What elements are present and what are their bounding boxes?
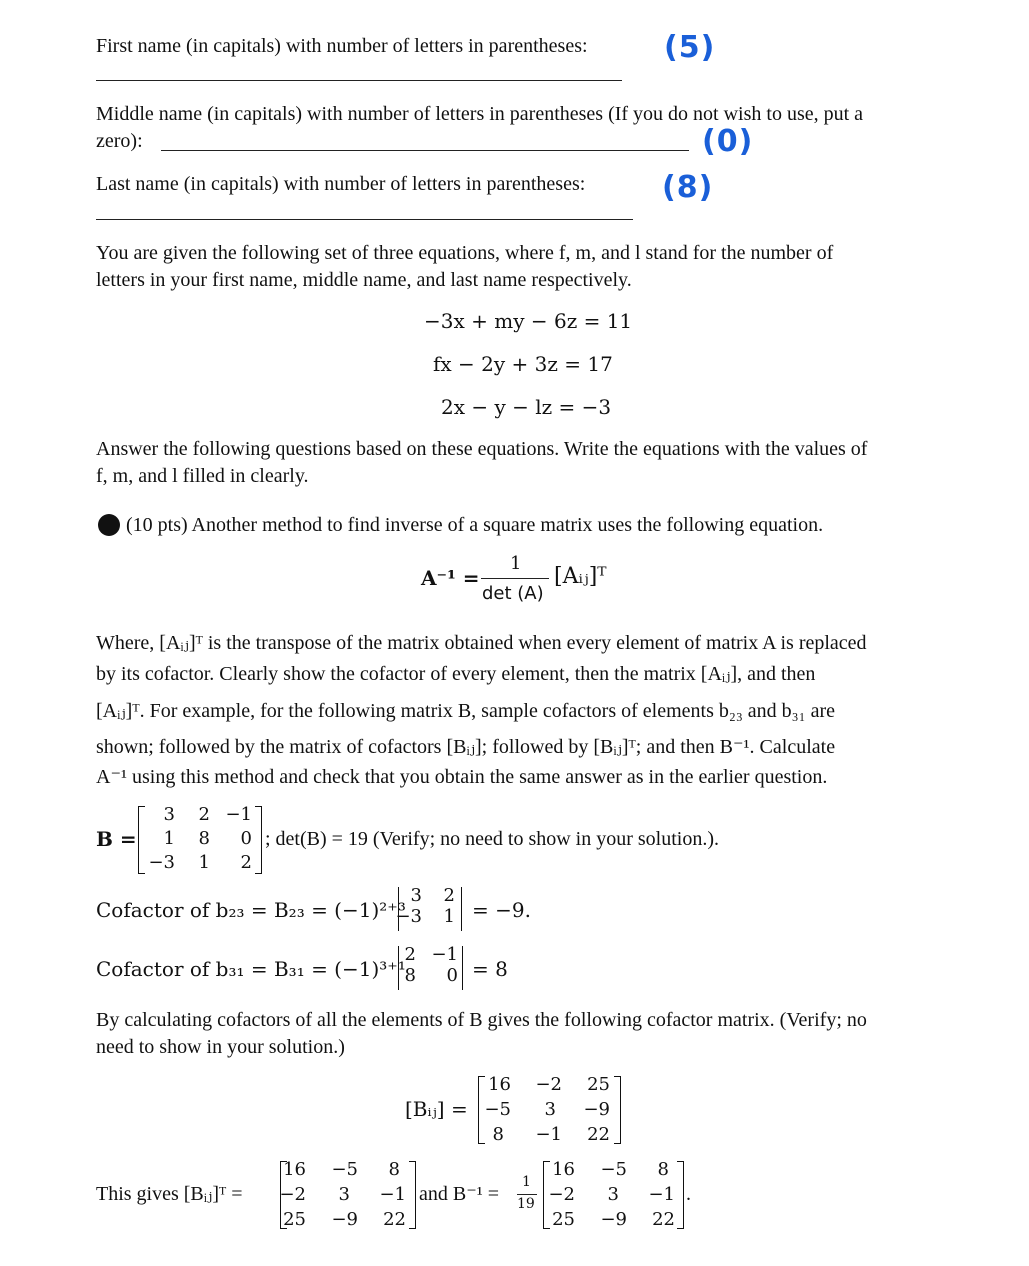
first-name-line: [96, 80, 622, 81]
middle-name-prompt-cont: zero):: [96, 130, 143, 152]
matrix-cell: −2: [279, 1184, 306, 1205]
equation-3: 2x − y − lz = −3: [441, 395, 612, 419]
matrix-cell: 3: [338, 1184, 350, 1205]
paragraph-line-3: [Aᵢⱼ]ᵀ. For example, for the following matrix B, sample cofactors of elements b₂₃ and b₃₁ are: [96, 700, 836, 722]
matrix-cell: 16: [283, 1159, 306, 1180]
matrix-cell: −9: [583, 1099, 610, 1120]
last-name-handwritten-answer: (8): [662, 170, 714, 205]
det-bar-right: [462, 946, 463, 990]
question-lead: (10 pts) Another method to find inverse of a square matrix uses the following equation.: [126, 514, 824, 536]
equation-2: fx − 2y + 3z = 17: [433, 352, 613, 376]
matrix-cell: −5: [484, 1099, 511, 1120]
matrix-cell: 16: [552, 1159, 575, 1180]
matrix-cell: 22: [587, 1124, 610, 1145]
paragraph-line-5: A⁻¹ using this method and check that you obtain the same answer as in the earlier question.: [96, 766, 828, 788]
matrix-cell: −5: [331, 1159, 358, 1180]
matrix-cell: 25: [552, 1209, 575, 1230]
equation-1: −3x + my − 6z = 11: [424, 309, 633, 333]
matrix-cell: 2: [240, 852, 252, 873]
inverse-fraction-denominator: 19: [517, 1196, 535, 1212]
inverse-fraction-numerator: 1: [522, 1174, 531, 1190]
intro-line-1: You are given the following set of three equations, where f, m, and l stand for the number of: [96, 242, 834, 264]
middle-name-prompt: Middle name (in capitals) with number of letters in parentheses (If you do not wish to use, put a: [96, 103, 864, 125]
cofactor-b23-rhs: = −9.: [472, 898, 531, 922]
matrix-cell: 2: [198, 804, 210, 825]
bullet-icon: [98, 514, 120, 536]
matrix-cell: 22: [652, 1209, 675, 1230]
det-cell: 2: [404, 944, 416, 965]
matrix-cell: 3: [163, 804, 175, 825]
cofactor-text-line-2: need to show in your solution.): [96, 1036, 345, 1058]
inverse-right-bracket: [677, 1161, 684, 1229]
matrix-cell: −1: [225, 804, 252, 825]
matrix-cell: 22: [383, 1209, 406, 1230]
matrix-cell: 1: [163, 828, 175, 849]
matrix-cell: 8: [657, 1159, 669, 1180]
instructions-line-2: f, m, and l filled in clearly.: [96, 465, 309, 487]
matrix-cell: 16: [488, 1074, 511, 1095]
matrix-cell: 25: [283, 1209, 306, 1230]
matrix-cell: −1: [379, 1184, 406, 1205]
matrix-cell: 1: [198, 852, 210, 873]
matrix-cell: −2: [548, 1184, 575, 1205]
instructions-line-1: Answer the following questions based on these equations. Write the equations with the values of: [96, 438, 868, 460]
last-name-line: [96, 219, 633, 220]
final-lead: This gives [Bᵢⱼ]ᵀ =: [96, 1183, 243, 1205]
matrix-b-det-text: ; det(B) = 19 (Verify; no need to show in your solution.).: [265, 828, 719, 850]
det-cell: 0: [446, 965, 458, 986]
matrix-cell: 8: [388, 1159, 400, 1180]
det-cell: −3: [395, 906, 422, 927]
cofactor-b31-lhs: Cofactor of b₃₁ = B₃₁ = (−1)³⁺¹: [96, 957, 406, 981]
matrix-b-label: B =: [96, 827, 137, 851]
paragraph-line-2: by its cofactor. Clearly show the cofactor of every element, then the matrix [Aᵢⱼ], and then: [96, 663, 816, 685]
middle-name-handwritten-answer: (0): [702, 124, 754, 159]
matrix-cell: −3: [148, 852, 175, 873]
formula-fraction-bar: [481, 578, 549, 579]
final-period: .: [686, 1183, 691, 1205]
matrix-cell: −1: [648, 1184, 675, 1205]
matrix-cell: −9: [600, 1209, 627, 1230]
matrix-cell: −1: [535, 1124, 562, 1145]
matrix-b-right-bracket: [255, 806, 262, 874]
transpose-right-bracket: [409, 1161, 416, 1229]
last-name-prompt: Last name (in capitals) with number of letters in parentheses:: [96, 173, 586, 195]
det-cell: −1: [431, 944, 458, 965]
formula-rhs: [Aᵢⱼ]ᵀ: [554, 564, 607, 589]
matrix-cell: 8: [198, 828, 210, 849]
formula-numerator: 1: [510, 553, 522, 574]
middle-name-line: [161, 150, 689, 151]
intro-line-2: letters in your first name, middle name, and last name respectively.: [96, 269, 632, 291]
cofactor-b23-lhs: Cofactor of b₂₃ = B₂₃ = (−1)²⁺³: [96, 898, 406, 922]
paragraph-line-1: Where, [Aᵢⱼ]ᵀ is the transpose of the matrix obtained when every element of matrix A is replaced: [96, 632, 867, 654]
cofactor-b31-rhs: = 8: [472, 957, 508, 981]
formula-denominator: det (A): [482, 583, 544, 604]
first-name-handwritten-answer: (5): [664, 30, 716, 65]
cofactor-matrix-label: [Bᵢⱼ] =: [405, 1097, 468, 1121]
matrix-cell: 8: [492, 1124, 504, 1145]
and-text: and B⁻¹ =: [419, 1183, 500, 1205]
matrix-cell: −2: [535, 1074, 562, 1095]
det-cell: 2: [443, 885, 455, 906]
matrix-cell: 0: [240, 828, 252, 849]
det-cell: 3: [410, 885, 422, 906]
matrix-cell: −9: [331, 1209, 358, 1230]
cofactor-matrix-right-bracket: [614, 1076, 621, 1144]
det-cell: 8: [404, 965, 416, 986]
det-cell: 1: [443, 906, 455, 927]
cofactor-text-line-1: By calculating cofactors of all the elements of B gives the following cofactor matrix. (Verify; no: [96, 1009, 867, 1031]
inverse-fraction-bar: [517, 1194, 537, 1195]
matrix-cell: 3: [607, 1184, 619, 1205]
det-bar-right: [461, 887, 462, 931]
matrix-cell: 25: [587, 1074, 610, 1095]
matrix-cell: −5: [600, 1159, 627, 1180]
formula-lhs: A⁻¹ =: [421, 566, 480, 590]
paragraph-line-4: shown; followed by the matrix of cofactors [Bᵢⱼ]; followed by [Bᵢⱼ]ᵀ; and then B⁻¹. Calculate: [96, 736, 836, 758]
matrix-cell: 3: [544, 1099, 556, 1120]
first-name-prompt: First name (in capitals) with number of letters in parentheses:: [96, 35, 588, 57]
